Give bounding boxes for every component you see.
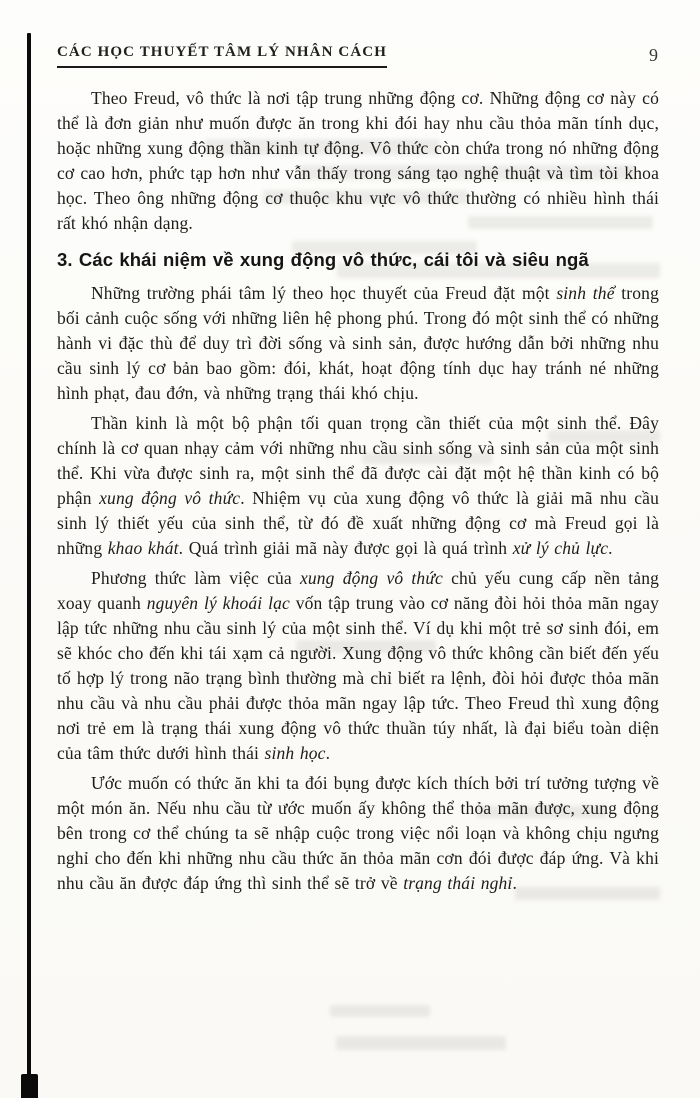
body-text: . — [325, 743, 331, 763]
body-text: . Nhiệm vụ của xung động vô thức là giải mã nhu cầu sinh lý thiết yếu của sinh thể, từ đó đề xuất những động cơ mà Freud gọi là những — [57, 488, 659, 558]
italic-text: sinh học — [264, 743, 326, 763]
page-number: 9 — [649, 45, 658, 65]
body-text: Những trường phái tâm lý theo học thuyết của Freud đặt một — [91, 283, 557, 303]
section-heading: 3. Các khái niệm về xung động vô thức, cái tôi và siêu ngã — [57, 249, 589, 270]
running-title: CÁC HỌC THUYẾT TÂM LÝ NHÂN CÁCH — [57, 44, 387, 68]
body-text: trong bối cảnh cuộc sống với những liên hệ phong phú. Trong đó một sinh thể có những hành vi đặc thù để duy trì đời sống và sinh sản, được hướng dẫn bởi những nhu cầu sinh lý cơ bản bao gồm: đói, khát, hoạt động tính dục hay tránh né những hình phạt, đau đớn, và những trạng thái khó chịu. — [57, 283, 659, 403]
italic-text: xung động vô thức — [99, 488, 241, 508]
content — [57, 86, 659, 901]
paragraph — [57, 411, 659, 561]
body-text: Theo Freud, vô thức là nơi tập trung những động cơ. Những động cơ này có thể là đơn giản như muốn được ăn trong khi đói hay nhu cầu thỏa mãn tính dục, hoặc những xung động thần kinh tự động. Vô thức còn chứa trong nó những động cơ cao hơn, phức tạp hơn như vẫn thấy trong sáng tạo nghệ thuật và tìm tòi khoa học. Theo ông những động cơ thuộc khu vực vô thức thường có nhiều hình thái rất khó nhận dạng. — [57, 88, 659, 233]
body-text: Thần kinh là một bộ phận tối quan trọng cần thiết của một sinh thể. Đây chính là cơ quan nhạy cảm với những nhu cầu sinh sống và sinh sản của một sinh thể. Khi vừa được sinh ra, một sinh thể đã được cài đặt một hệ thần kinh có bộ phận — [57, 413, 659, 508]
body-text: Phương thức làm việc của — [91, 568, 300, 588]
italic-text: xung động vô thức — [299, 568, 443, 588]
body-text: . — [608, 538, 613, 558]
italic-text: sinh thể — [556, 283, 615, 303]
paragraph — [57, 566, 659, 766]
italic-text: xử lý chủ lực — [512, 538, 609, 558]
scan-edge-line — [27, 33, 31, 1098]
body-text: Ước muốn có thức ăn khi ta đói bụng được kích thích bởi trí tưởng tượng về một món ăn. Nếu nhu cầu từ ước muốn ấy không thể thỏa mãn được, xung động bên trong cơ thể chúng ta sẽ nhập cuộc trong việc nổi loạn và không chịu ngưng nghỉ cho đến khi những nhu cầu thức ăn thỏa mãn cơn đói được đáp ứng. Và khi nhu cầu ăn được đáp ứng thì sinh thể sẽ trở về — [57, 773, 659, 893]
italic-text: khao khát — [107, 538, 179, 558]
paragraph — [57, 281, 659, 406]
scan-edge-mark — [21, 1074, 38, 1098]
paragraph — [57, 771, 659, 896]
italic-text: trạng thái nghỉ — [403, 873, 513, 893]
page-header — [57, 44, 658, 68]
paragraph — [57, 86, 659, 236]
body-text: chủ yếu cung cấp nền tảng xoay quanh — [57, 568, 659, 613]
scan-smudge — [330, 1005, 430, 1017]
body-text: . Quá trình giải mã này được gọi là quá trình — [178, 538, 513, 558]
scan-smudge — [336, 1036, 506, 1050]
body-text: vốn tập trung vào cơ năng đòi hỏi thỏa mãn ngay lập tức những nhu cầu sinh lý của một sinh thể. Ví dụ khi một trẻ sơ sinh đói, em sẽ khóc cho đến khi tái xạm cả người. Xung động vô thức không cần biết đến yếu tố hợp lý trong não trạng bình thường mà chỉ biết ra lệnh, đòi hỏi được thỏa mãn nhu cầu và nhu cầu phải được thỏa mãn ngay lập tức. Theo Freud thì xung động nơi trẻ em là trạng thái xung động vô thức thuần túy nhất, là đại biểu toàn diện của tâm thức dưới hình thái — [57, 593, 659, 763]
body-text: . — [512, 873, 517, 893]
italic-text: nguyên lý khoái lạc — [146, 593, 290, 613]
